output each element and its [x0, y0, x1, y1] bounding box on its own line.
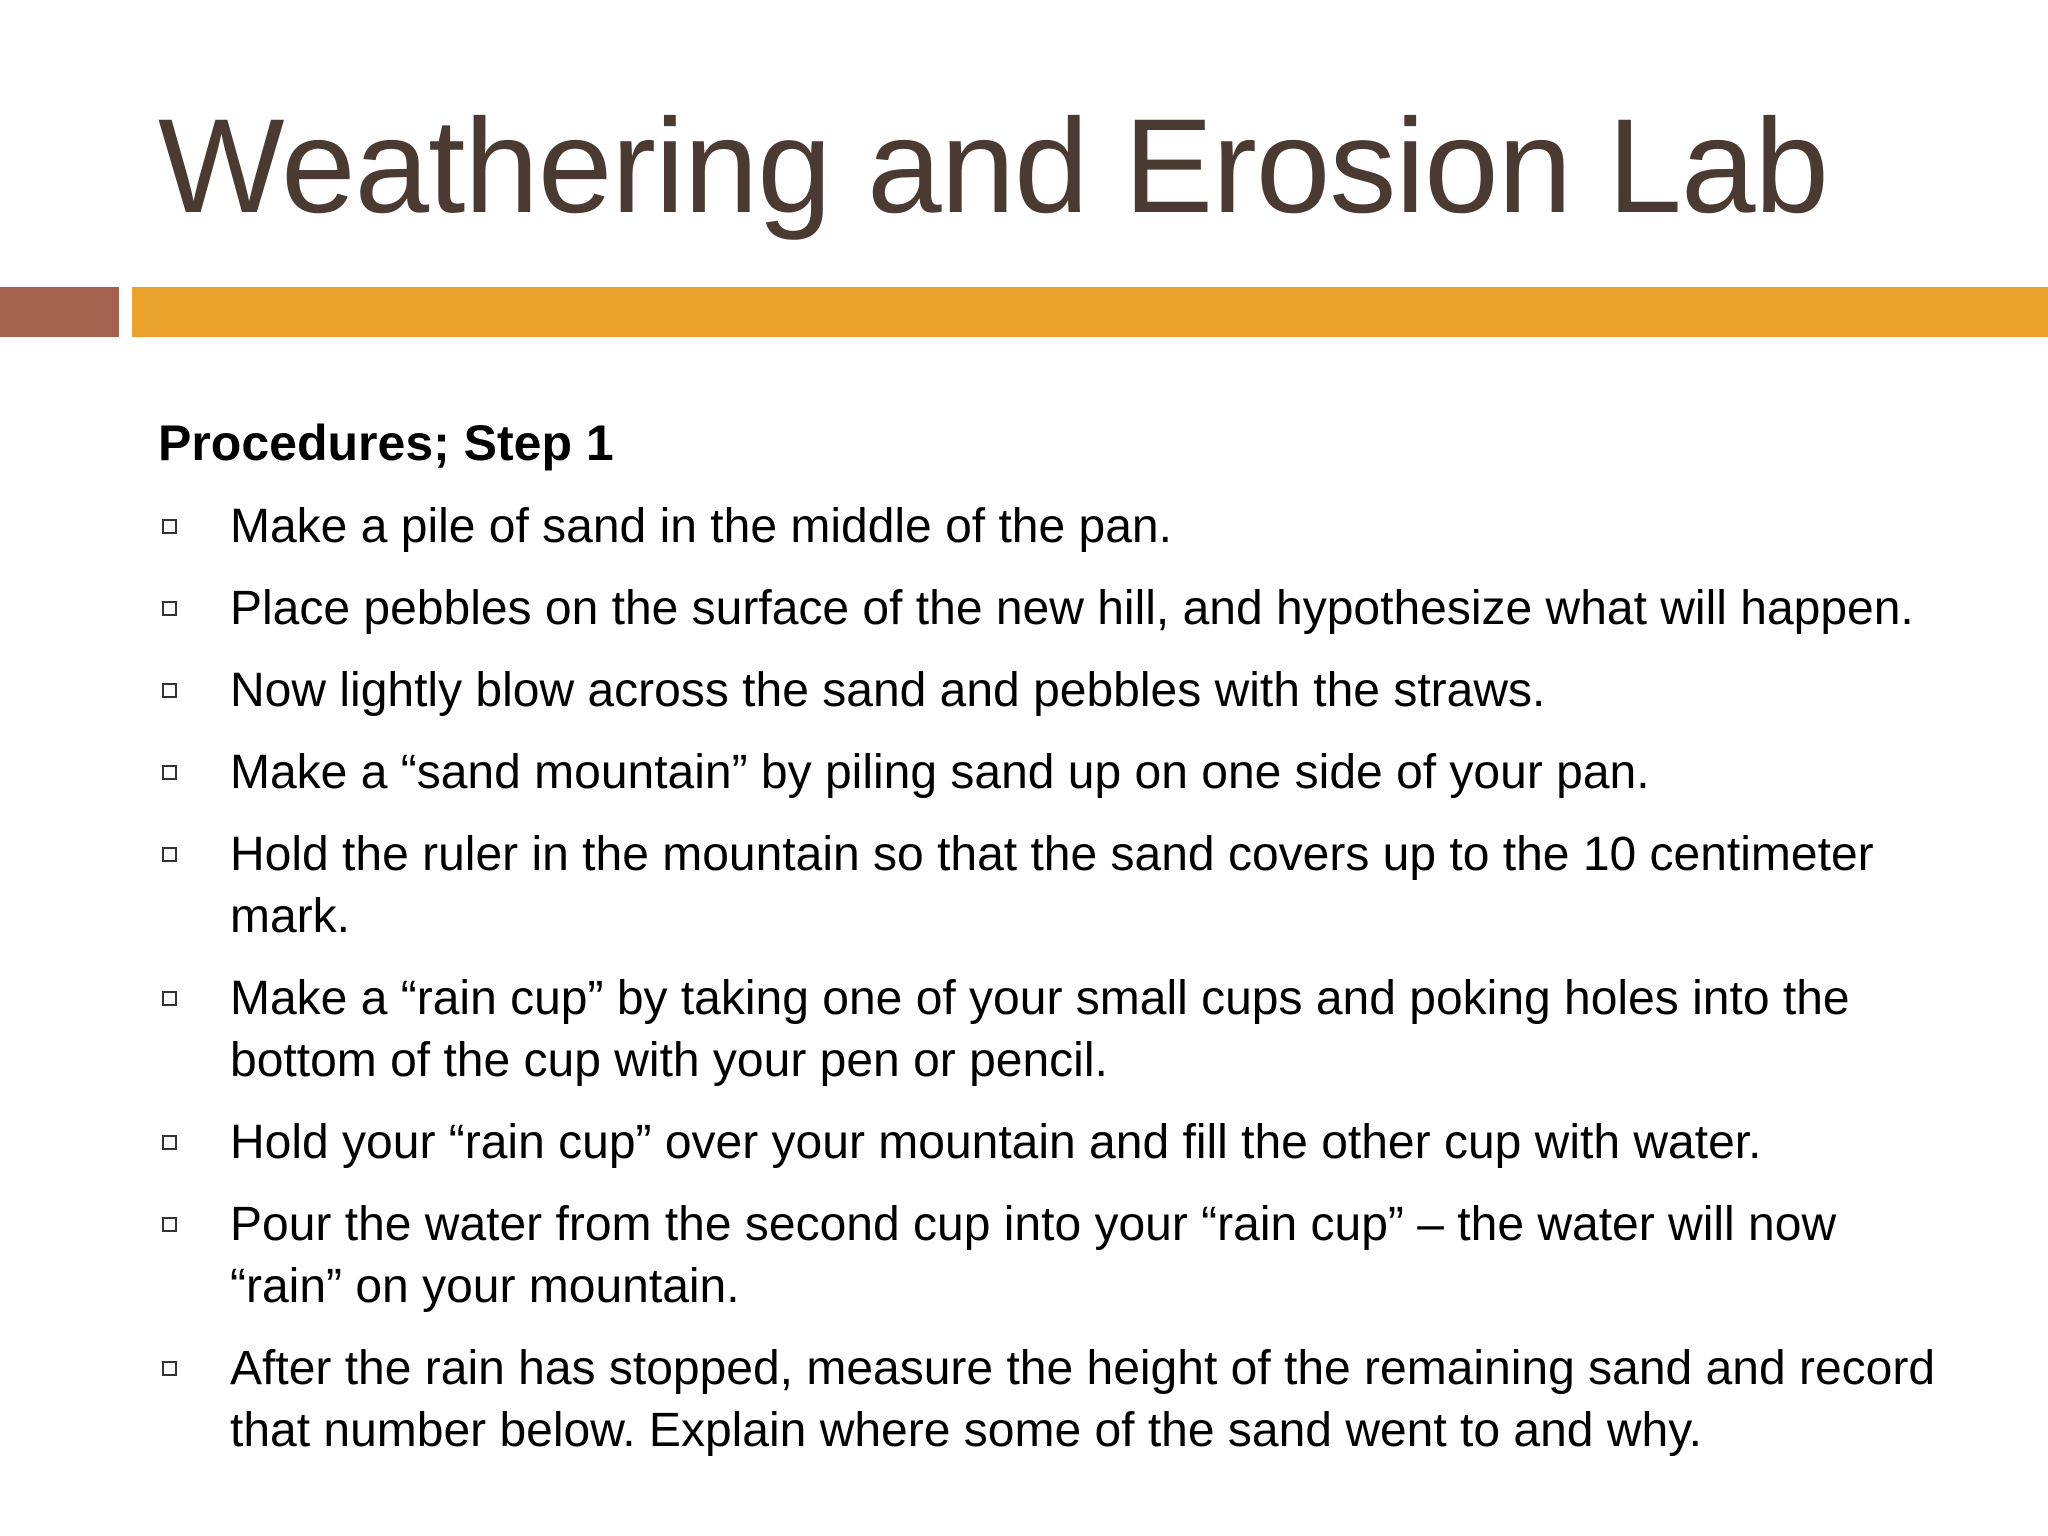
step-text: Hold your “rain cup” over your mountain and fill the other cup with water. — [230, 1116, 1762, 1169]
square-bullet-icon — [162, 683, 177, 698]
step-text: After the rain has stopped, measure the height of the remaining sand and record that number below. Explain where some of the sand went to and why. — [230, 1342, 1936, 1457]
step-text: Make a “rain cup” by taking one of your small cups and poking holes into the bottom of the cup with your pen or pencil. — [230, 972, 1850, 1087]
square-bullet-icon — [162, 601, 177, 616]
list-item — [158, 578, 1958, 640]
slide-title: Weathering and Erosion Lab — [158, 92, 1829, 241]
procedure-list — [158, 496, 1958, 1462]
step-text: Pour the water from the second cup into your “rain cup” – the water will now “rain” on your mountain. — [230, 1198, 1837, 1313]
step-text: Hold the ruler in the mountain so that the sand covers up to the 10 centimeter mark. — [230, 828, 1874, 943]
square-bullet-icon — [162, 1361, 177, 1376]
accent-block-left — [0, 287, 119, 337]
slide-body — [158, 412, 1958, 1482]
list-item — [158, 1338, 1958, 1462]
accent-bar — [132, 287, 2048, 337]
square-bullet-icon — [162, 991, 177, 1006]
list-item — [158, 742, 1958, 804]
list-item — [158, 824, 1958, 948]
square-bullet-icon — [162, 1217, 177, 1232]
square-bullet-icon — [162, 765, 177, 780]
step-text: Place pebbles on the surface of the new hill, and hypothesize what will happen. — [230, 582, 1914, 635]
square-bullet-icon — [162, 1135, 177, 1150]
list-item — [158, 1112, 1958, 1174]
list-item — [158, 1194, 1958, 1318]
square-bullet-icon — [162, 847, 177, 862]
list-item — [158, 496, 1958, 558]
procedures-heading: Procedures; Step 1 — [158, 415, 614, 471]
step-text: Now lightly blow across the sand and pebbles with the straws. — [230, 664, 1546, 717]
list-item — [158, 968, 1958, 1092]
step-text: Make a pile of sand in the middle of the pan. — [230, 500, 1172, 553]
list-item — [158, 660, 1958, 722]
square-bullet-icon — [162, 519, 177, 534]
step-text: Make a “sand mountain” by piling sand up on one side of your pan. — [230, 746, 1650, 799]
